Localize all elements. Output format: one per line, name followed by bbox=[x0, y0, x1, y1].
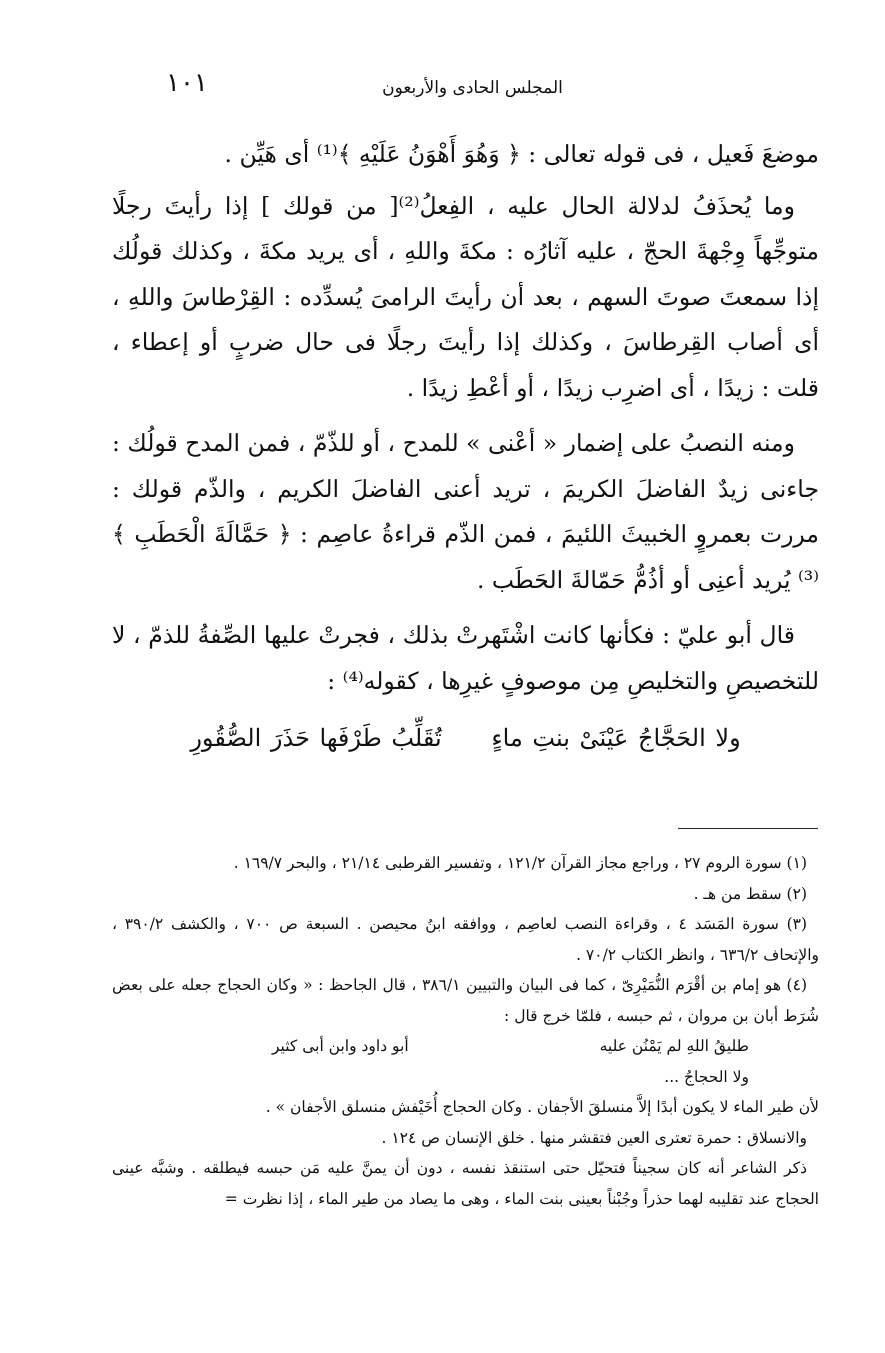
poetry-verse bbox=[112, 716, 819, 762]
footnote-4-line-3: ذكر الشاعر أنه كان سجيناً فتحيّل حتى استنقذ نفسه ، دون أن يمنَّ عليه مَن حبسه فيطلقه . وشبَّه عينى الحجاج عند تقليبه لهما حذراً وجُبْناً بعينى بنت الماء ، وهى ما يصاد من طير الماء ، إذا نظرت = bbox=[112, 1159, 819, 1208]
main-text bbox=[112, 132, 819, 762]
footnotes bbox=[112, 848, 819, 1214]
footnote-poem-hemistich-2: أبو داود وابن أبى كثير bbox=[272, 1037, 409, 1055]
paragraph-4: قال أبو عليّ : فكأنها كانت اشْتَهرتْ بذلك ، فجرتْ عليها الصِّفةُ للذمّ ، لا للتخصيصِ والتخليصِ مِن موصوفٍ غيرِها ، كقوله⁽⁴⁾ : bbox=[112, 621, 819, 695]
verse-first-hemistich: ولا الحَجَّاجُ عَيْنَىْ بنتِ ماءٍ bbox=[491, 724, 741, 752]
page-header bbox=[130, 64, 815, 104]
footnote-poem-hemistich-1: طليقُ اللهِ لم يَمْنُن عليه bbox=[599, 1037, 749, 1055]
footnote-poem-continuation: ولا الحجاجُ ... bbox=[664, 1067, 749, 1086]
running-title: المجلس الحادى والأربعون bbox=[382, 78, 563, 98]
footnote-1: (١) سورة الروم ٢٧ ، وراجع مجاز القرآن ١٢١/٢ ، وتفسير القرطبى ٢١/١٤ ، والبحر ١٦٩/٧ . bbox=[233, 854, 807, 872]
verse-second-hemistich: تُقَلِّبُ طَرْفَها حَذَرَ الصُّقُورِ bbox=[190, 724, 442, 752]
footnote-4-line-1: لأن طير الماء لا يكون أبدًا إلاَّ منسلقَ الأجفان . وكان الحجاج أُخَيْفش منسلق الأجفان » . bbox=[265, 1098, 819, 1116]
footnote-4: (٤) هو إمام بن أقْرَم النُّمَيْرِىّ ، كما فى البيان والتبيين ٣٨٦/١ ، قال الجاحظ : « وكان الحجاج جعله على بعض شُرَط أبان بن مروان ، ثم حبسه ، فلمّا خرج قال : bbox=[112, 976, 819, 1025]
footnote-2: (٢) سقط من هـ . bbox=[693, 884, 807, 903]
page-number: ١٠١ bbox=[166, 68, 208, 98]
paragraph-1: موضعَ فَعيل ، فى قوله تعالى : ﴿ وَهُوَ أَهْوَنُ عَلَيْهِ ﴾⁽¹⁾ أى هَيِّن . bbox=[224, 140, 819, 168]
footnote-separator bbox=[678, 828, 818, 829]
paragraph-2: وما يُحذَفُ لدلالة الحال عليه ، الفِعلُ⁽²⁾[ من قولك ] إذا رأيتَ رجلًا متوجِّهاً وِجْهةَ الحجّ ، عليه آثارُه : مكةَ واللهِ ، أى يريد مكةَ ، وكذلك قولُك إذا سمعتَ صوتَ السهم ، بعد أن رأيتَ الرامىَ يُسدِّده : القِرْطاسَ واللهِ ، أى أصاب القِرطاسَ ، وكذلك إذا رأيتَ رجلًا فى حال ضربٍ أو إعطاء ، قلت : زيدًا ، أى اضرِب زيدًا ، أو أعْطِ زيدًا . bbox=[112, 191, 819, 402]
paragraph-3: ومنه النصبُ على إضمار « أعْنى » للمدح ، أو للذّمّ ، فمن المدح قولُك : جاءنى زيدٌ الفاضلَ الكريمَ ، تريد أعنى الفاضلَ الكريم ، والذّم قولك : مررت بعمروٍ الخبيثَ اللئيمَ ، فمن الذّم قراءةُ عاصِم : ﴿ حَمَّالَةَ الْحَطَبِ ﴾⁽³⁾ يُريد أعنِى أو أذُمُّ حَمّالةَ الحَطَب . bbox=[112, 429, 819, 594]
footnote-poem-line bbox=[112, 1031, 819, 1062]
footnote-3: (٣) سورة المَسَد ٤ ، وقراءة النصب لعاصِم ، ووافقه ابنُ محيصن . السبعة ص ٧٠٠ ، والكشف ٣٩٠/٢ ، والإتحاف ٦٣٦/٢ ، وانظر الكتاب ٧٠/٢ . bbox=[112, 915, 819, 964]
footnote-4-line-2: والانسلاق : حمرة تعترى العين فتقشر منها . خلق الإنسان ص ١٢٤ . bbox=[381, 1128, 807, 1147]
